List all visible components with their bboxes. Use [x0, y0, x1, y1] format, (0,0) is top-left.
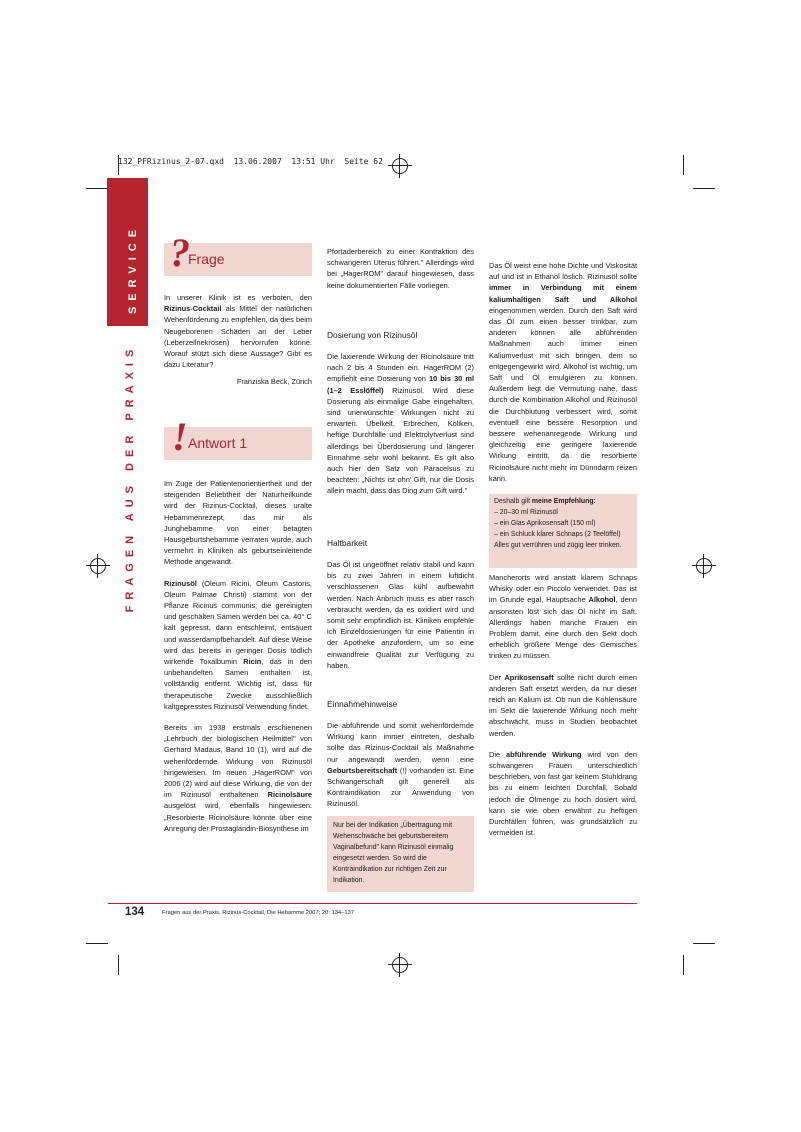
registration-mark: [392, 957, 408, 973]
subheading-haltbarkeit: Haltbarkeit: [327, 538, 368, 548]
answer-column-3b: Mancherorts wird anstatt klarem Schnaps Whisky oder ein Piccolo verwendet. Das ist im Grunde egal, Hauptsache Alkohol, denn ansonsten löst sich das Öl nicht im Saft. Allerdings haben manche Frauen ein Problem damit, eine durch den Sekt doch erheblich größere Menge des Gemisches trinken zu müssen. Der Aprikosensaft sollte nicht durch einen anderen Saft ersetzt werden, da nur dieser reich an Kalium ist. Ob nun die Kohlensäure im Sekt die laxierende Wirkung noch mehr abschwächt, muss in Studien beobachtet werden. Die abführende Wirkung wird von den schwangeren Frauen unterschiedlich beschrieben, von fast gar keinem Stuhldrang bis zu einem leichten Durchfall. Sobald jedoch die Ölmenge zu hoch dosiert wird, kann sie wie oben erwähnt zu heftigen Durchfällen führen, was grundsätzlich zu vermeiden ist.: [489, 573, 637, 838]
registration-mark: [90, 558, 106, 574]
recommendation-item: – ein Glas Aprikosensaft (150 ml): [494, 520, 596, 528]
question-heading: [164, 230, 312, 276]
answer-paragraph: Im Zuge der Patientenorientiertheit und der steigenden Beliebtheit der Naturheilkunde wird der Rizinus-Cocktail, dieses uralte Hebammenrezept, das mir als Junghebamme von einer betagten Hausgeburtshebamme verraten wurde, auch vermehrt in Kliniken als geburtseinleitende Methode angewandt.: [164, 479, 312, 567]
answer-paragraph: Bereits im 1938 erstmals erschienenen „Lehrbuch der biologischen Heilmittel" von Gerhard Madaus, Band 10 (1), wird auf die wehenfördernde Wirkung von Rizinusöl hingewiesen. Im neuen „HagerROM" von 2006 (2) wird auf diese Wirkung, die von der im Rizinusöl enthaltenen Ricinolsäure ausgelöst wird, ebenfalls hingewiesen: „Resorbierte Ricinolsäure könnte über eine Anregung der Prostaglandin-Biosynthese im: [164, 723, 312, 833]
shelf-life-text: Das Öl ist ungeöffnet relativ stabil und kann bis zu zwei Jahren in einem luftdicht verschlossenen Glas kühl aufbewahrt werden. Nach Anbruch muss es aber rasch verbraucht werden, da es oxidiert wird und somit sehr empfindlich ist. Kliniken empfehle ich Einzeldosierungen für eine Patientin in der Apotheke anzufordern, um so eine einwandfreie Qualität zur Verfügung zu haben.: [327, 560, 474, 670]
recommendation-item: – 20–30 ml Rizinusöl: [494, 509, 558, 517]
subheading-einnahme: Einnahmehinweise: [327, 699, 398, 709]
crop-mark: [693, 188, 715, 189]
question-author: Franziska Beck, Zürich: [236, 377, 312, 387]
crop-mark: [683, 955, 684, 975]
question-mark-icon: ?: [170, 230, 190, 275]
indication-note: Nur bei der Indikation „Übertragung mit Wehenschwäche bei geburtsbereitem Vaginalbefund" kann Rizinusöl einmalig eingesetzt werden. So wird die Kontraindikation zur richtigen Zeit zur Indikation.: [327, 816, 474, 892]
crop-mark: [86, 188, 108, 189]
registration-mark: [392, 158, 408, 174]
crop-mark: [86, 943, 108, 944]
recommendation-item: Alles gut verrühren und zügig leer trinken.: [494, 542, 622, 550]
question-title: Frage: [188, 251, 225, 267]
registration-mark: [696, 558, 712, 574]
recommendation-item: – ein Schluck klarer Schnaps (2 Teelöffel): [494, 531, 621, 539]
crop-mark: [118, 955, 119, 975]
crop-mark: [693, 943, 715, 944]
answer-paragraph: Rizinusöl (Oleum Ricini, Oleum Castoris, Oleum Palmae Christi) stammt von der Pflanze Ricinus communis; die gereinigten und geschälten Samen werden bei ca. 40° C kalt gepresst, dann entschleimt, entsäuert und wasserdampfbehandelt. Auf diese Weise wird das bereits in geringer Dosis tödlich wirkende Toxalbumin Ricin, das in den unbehandelten Samen enthalten ist, vollständig entfernt. Wichtig ist, dass für therapeutische Zwecke ausschließlich kaltgepresstes Rizinusöl Verwendung findet.: [164, 578, 313, 711]
recommendation-box: Deshalb gilt meine Empfehlung: – 20–30 ml Rizinusöl – ein Glas Aprikosensaft (150 ml) – ein Schluck klarer Schnaps (2 Teelöffel) Alles gut verrühren und zügig leer trinken.: [489, 494, 637, 568]
answer-column-2: [327, 246, 474, 301]
answer-heading: [164, 414, 312, 460]
crop-mark: [118, 155, 119, 175]
answer-column-1: [164, 478, 312, 844]
crop-mark: [683, 155, 684, 175]
citation: Fragen aus der Praxis, Rizinus-Cocktail, Die Hebamme 2007; 20: 134–137: [162, 910, 355, 916]
exclamation-icon: !: [172, 414, 188, 459]
footer-rule: [108, 903, 637, 904]
page-number: 134: [125, 906, 145, 918]
answer-column-3: Das Öl weist eine hohe Dichte und Viskosität auf und ist in Ethanol löslich. Rizinusöl sollte immer in Verbindung mit einem kaliumhaltigen Saft und Alkohol eingenommen werden. Durch den Saft wird das Öl zum einen besser trinkbar, zum anderen können alle abführenden Maßnahmen auch immer einen Kaliumverlust mit sich bringen, dem so entgegengewirkt wird. Alkohol ist wichtig, um Saft und Öl emulgieren zu können. Außerdem liegt die Vermutung nahe, dass durch die Kombination Alkohol und Rizinusöl die Durchblutung verbessert wird, somit eventuell eine bessere Resorption und bessere wehenanregende Wirkung und gleichzeitig eine geringere laxierende Wirkung eintritt, da die resorbierte Ricinolsäure nicht mehr im Dünndarm reizen kann.: [489, 261, 637, 483]
paragraph: Pfortaderbereich zu einer Kontraktion des schwangeren Uterus führen." Allerdings wird bei „HagerROM" darauf hingewiesen, dass keine dokumentierten Fälle vorliegen.: [327, 247, 474, 290]
subheading-dosierung: Dosierung von Rizinusöl: [327, 330, 418, 340]
print-slug: 132_PFRizinus_2-07.qxd 13.06.2007 13:51 Uhr Seite 62: [118, 157, 383, 166]
question-body: In unserer Klinik ist es verboten, den Rizinus-Cocktail als Mittel der natürlichen Wehenförderung zu empfehlen, da dies beim Neugeborenen Schäden an der Leber (Leberzellnekrosen) hervorrufen könne. Worauf stützt sich diese Aussage? Gibt es dazu Literatur? Franziska Beck, Zürich: [164, 293, 312, 387]
intake-text: Die abführende und somit wehenfördernde Wirkung kann immer eintreten, deshalb sollte das Rizinus-Cocktail als Maßnahme nur angewandt werden, wenn eine Geburtsbereitschaft (!) vorhanden ist. Eine Schwangerschaft gilt generell als Kontraindikation zur Anwendung von Rizinusöl.: [327, 721, 474, 809]
category-label: FRAGEN AUS DER PRAXIS: [124, 343, 136, 613]
section-label: SERVICE: [127, 223, 139, 315]
answer-title: Antwort 1: [188, 435, 248, 451]
dosage-text: Die laxierende Wirkung der Ricinolsäure tritt nach 2 bis 4 Stunden ein. HagerROM (2) empfiehlt eine Dosierung von 10 bis 30 ml (1–2 Esslöffel) Rizinusöl. Wird diese Dosierung als einmalige Gabe eingehalten, sind unerwünschte Wirkungen nicht zu erwarten. Übelkeit, Erbrechen, Koliken, heftige Durchfälle und Elektrolytverlust sind allerdings bei Überdosierung und längerer Einnahme sehr wohl bekannt. Es gilt also auch hier den Satz von Paracelsus zu beachten: „Nichts ist ohn' Gift, nur die Dosis allein macht, dass das Ding zum Gift wird.": [327, 352, 475, 496]
